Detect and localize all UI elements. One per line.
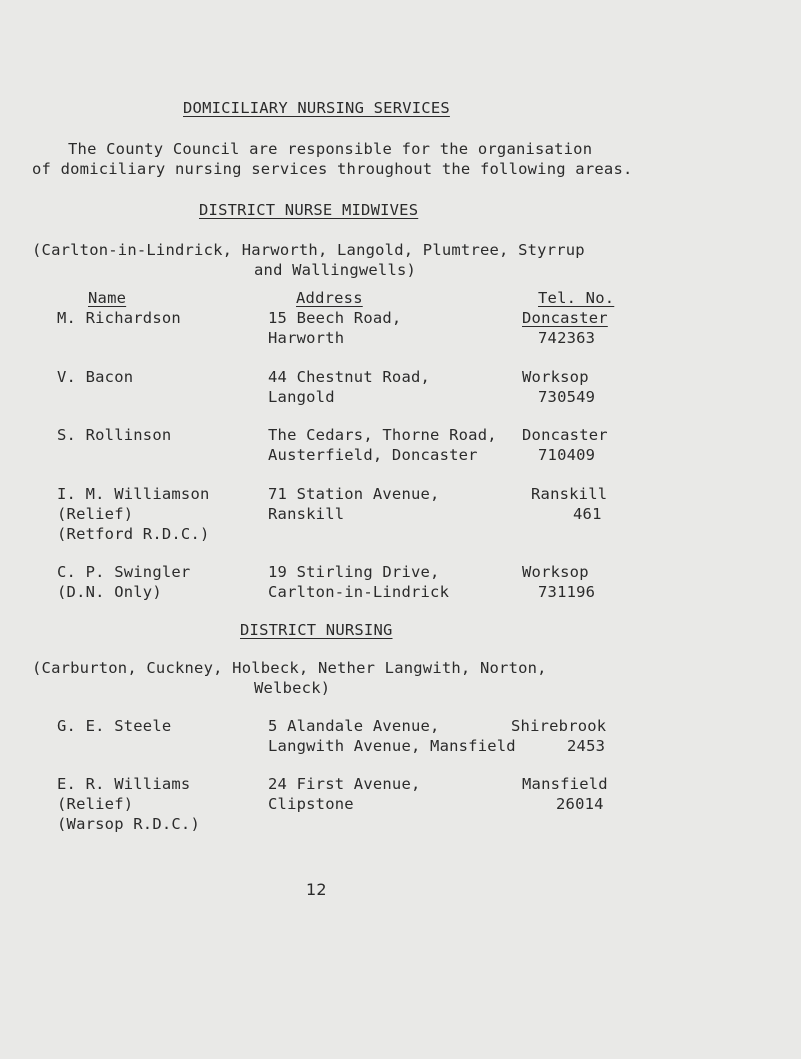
nurse-tel-number: 730549 — [538, 388, 596, 406]
nurse-address: 15 Beech Road, — [268, 309, 402, 327]
intro-line: The County Council are responsible for the organisation — [68, 140, 593, 158]
nurse-address: 71 Station Avenue, — [268, 485, 440, 503]
nurse-name: S. Rollinson — [57, 426, 172, 444]
nurse-address: Langwith Avenue, Mansfield — [268, 737, 516, 755]
nurse-tel-exchange: Worksop — [522, 368, 589, 386]
nurse-name-note: (Relief) — [57, 795, 134, 813]
areas-line: Welbeck) — [254, 679, 331, 697]
nurse-tel-number: 742363 — [538, 329, 596, 347]
nurse-tel-exchange: Shirebrook — [511, 717, 607, 735]
column-header-address: Address — [296, 289, 363, 307]
page-number: 12 — [306, 880, 327, 899]
nurse-address: 19 Stirling Drive, — [268, 563, 440, 581]
nurse-tel-number: 710409 — [538, 446, 596, 464]
nurse-tel-exchange: Ranskill — [531, 485, 608, 503]
nurse-tel-exchange: Mansfield — [522, 775, 608, 793]
nurse-tel-exchange: Worksop — [522, 563, 589, 581]
section-heading: DISTRICT NURSE MIDWIVES — [199, 201, 419, 219]
nurse-address: Harworth — [268, 329, 345, 347]
intro-line: of domiciliary nursing services throughout the following areas. — [32, 160, 633, 178]
areas-line: (Carburton, Cuckney, Holbeck, Nether Langwith, Norton, — [32, 659, 547, 677]
nurse-address: Carlton-in-Lindrick — [268, 583, 450, 601]
nurse-name: G. E. Steele — [57, 717, 172, 735]
areas-line: and Wallingwells) — [254, 261, 417, 279]
nurse-name: E. R. Williams — [57, 775, 191, 793]
nurse-tel-exchange: Doncaster — [522, 309, 608, 327]
nurse-address: The Cedars, Thorne Road, — [268, 426, 497, 444]
nurse-address: Ranskill — [268, 505, 345, 523]
page-title: DOMICILIARY NURSING SERVICES — [183, 99, 450, 117]
nurse-tel-number: 461 — [573, 505, 602, 523]
nurse-tel-exchange: Doncaster — [522, 426, 608, 444]
nurse-name: V. Bacon — [57, 368, 134, 386]
nurse-address: Austerfield, Doncaster — [268, 446, 478, 464]
nurse-name: M. Richardson — [57, 309, 181, 327]
nurse-tel-number: 2453 — [567, 737, 606, 755]
nurse-name-note: (Retford R.D.C.) — [57, 525, 210, 543]
column-header-name: Name — [88, 289, 127, 307]
nurse-address: Langold — [268, 388, 335, 406]
nurse-name: I. M. Williamson — [57, 485, 210, 503]
nurse-address: 24 First Avenue, — [268, 775, 421, 793]
nurse-address: 5 Alandale Avenue, — [268, 717, 440, 735]
nurse-tel-number: 731196 — [538, 583, 596, 601]
nurse-name-note: (Warsop R.D.C.) — [57, 815, 200, 833]
nurse-address: Clipstone — [268, 795, 354, 813]
nurse-tel-number: 26014 — [556, 795, 604, 813]
areas-line: (Carlton-in-Lindrick, Harworth, Langold, Plumtree, Styrrup — [32, 241, 585, 259]
nurse-name: C. P. Swingler — [57, 563, 191, 581]
column-header-tel: Tel. No. — [538, 289, 615, 307]
nurse-name-note: (Relief) — [57, 505, 134, 523]
nurse-address: 44 Chestnut Road, — [268, 368, 431, 386]
section-heading: DISTRICT NURSING — [240, 621, 393, 639]
nurse-name-note: (D.N. Only) — [57, 583, 162, 601]
